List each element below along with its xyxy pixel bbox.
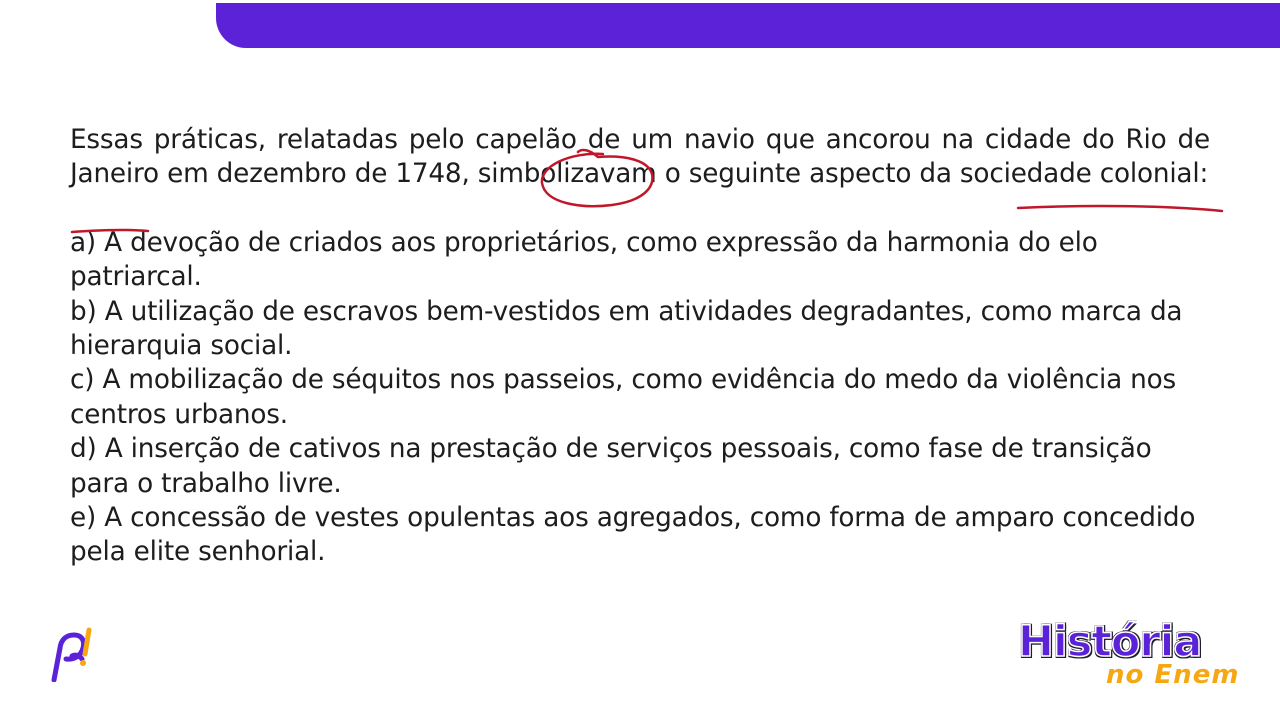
option-b[interactable]: b) A utilização de escravos bem-vestidos em atividades degradantes, como marca da hierarquia social. (70, 296, 1183, 362)
question-stem: Essas práticas, relatadas pelo capelão de um navio que ancorou na cidade do Rio de Janeiro em dezembro de 1748, simbolizavam o seguinte aspecto da sociedade colonial: (70, 125, 1210, 190)
brand-logo-icon (46, 626, 96, 682)
brand-subtitle: no Enem (1106, 660, 1240, 690)
options-list (70, 226, 1210, 570)
option-c[interactable]: c) A mobilização de séquitos nos passeios, como evidência do medo da violência nos centros urbanos. (70, 365, 1177, 430)
option-e[interactable]: e) A concessão de vestes opulentas aos agregados, como forma de amparo concedido pela elite senhorial. (70, 503, 1196, 568)
brand-title: História (1018, 617, 1202, 667)
question-block (70, 123, 1210, 570)
option-d[interactable]: d) A inserção de cativos na prestação de serviços pessoais, como fase de transição para o trabalho livre. (70, 434, 1152, 499)
option-a[interactable]: a) A devoção de criados aos proprietários, como expressão da harmonia do elo patriarcal. (70, 227, 1098, 293)
historia-no-enem-logo (1014, 617, 1244, 697)
header-bar (216, 3, 1280, 48)
